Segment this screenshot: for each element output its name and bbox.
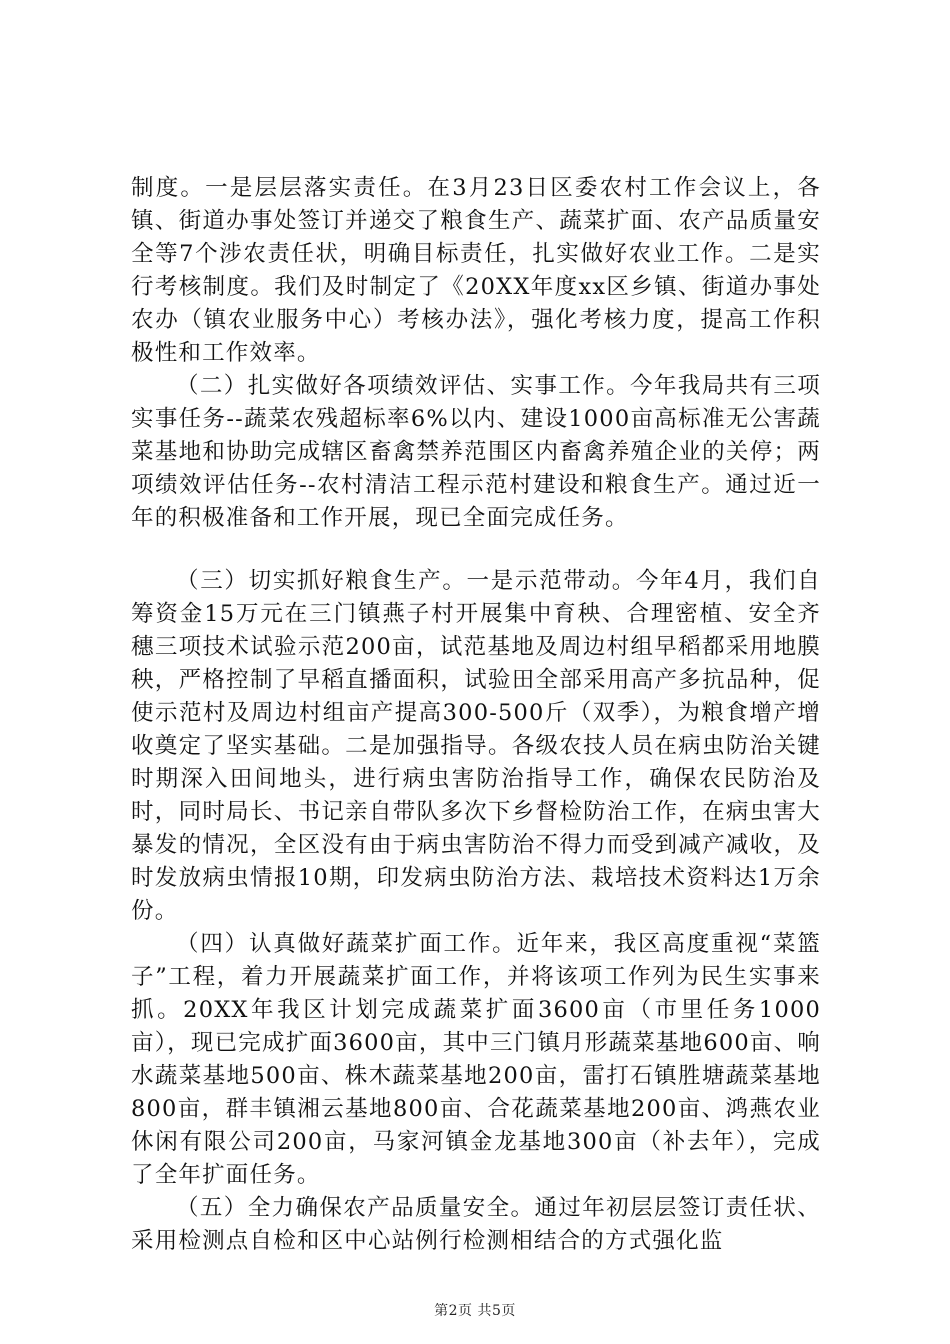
paragraph-responsibility-system: 制度。一是层层落实责任。在3月23日区委农村工作会议上，各镇、街道办事处签订并递交了粮食生产、蔬菜扩面、农产品质量安全等7个涉农责任状，明确目标责任，扎实做好农业工作。二是实行考核制度。我们及时制定了《20XX年度xx区乡镇、街道办事处农办（镇农业服务中心）考核办法》，强化考核力度，提高工作积极性和工作效率。 (131, 175, 821, 366)
page-number-footer: 第2页 共5页 (434, 1303, 516, 1319)
document-body (131, 172, 821, 1258)
paragraph-performance-evaluation: （二）扎实做好各项绩效评估、实事工作。今年我局共有三项实事任务--蔬菜农残超标率6%以内、建设1000亩高标准无公害蔬菜基地和协助完成辖区畜禽禁养范围区内畜禽养殖企业的关停；两项绩效评估任务--农村清洁工程示范村建设和粮食生产。通过近一年的积极准备和工作开展，现已全面完成任务。 (131, 373, 821, 531)
paragraph-grain-production: （三）切实抓好粮食生产。一是示范带动。今年4月，我们自筹资金15万元在三门镇燕子村开展集中育秧、合理密植、安全齐穗三项技术试验示范200亩，试范基地及周边村组早稻都采用地膜秧，严格控制了早稻直播面积，试验田全部采用高产多抗品种，促使示范村及周边村组亩产提高300-500斤（双季），为粮食增产增收奠定了坚实基础。二是加强指导。各级农技人员在病虫防治关键时期深入田间地头，进行病虫害防治指导工作，确保农民防治及时，同时局长、书记亲自带队多次下乡督检防治工作，在病虫害大暴发的情况，全区没有由于病虫害防治不得力而受到减产减收，及时发放病虫情报10期，印发病虫防治方法、栽培技术资料达1万余份。 (131, 568, 821, 924)
paragraph-vegetable-expansion: （四）认真做好蔬菜扩面工作。近年来，我区高度重视“菜篮子”工程，着力开展蔬菜扩面工作，并将该项工作列为民生实事来抓。20XX年我区计划完成蔬菜扩面3600亩（市里任务1000亩），现已完成扩面3600亩，其中三门镇月形蔬菜基地600亩、响水蔬菜基地500亩、株木蔬菜基地200亩，雷打石镇胜塘蔬菜基地800亩，群丰镇湘云基地800亩、合花蔬菜基地200亩、鸿燕农业休闲有限公司200亩，马家河镇金龙基地300亩（补去年），完成了全年扩面任务。 (131, 931, 821, 1188)
paragraph-product-quality-safety: （五）全力确保农产品质量安全。通过年初层层签订责任状、采用检测点自检和区中心站例行检测相结合的方式强化监 (131, 1195, 821, 1254)
